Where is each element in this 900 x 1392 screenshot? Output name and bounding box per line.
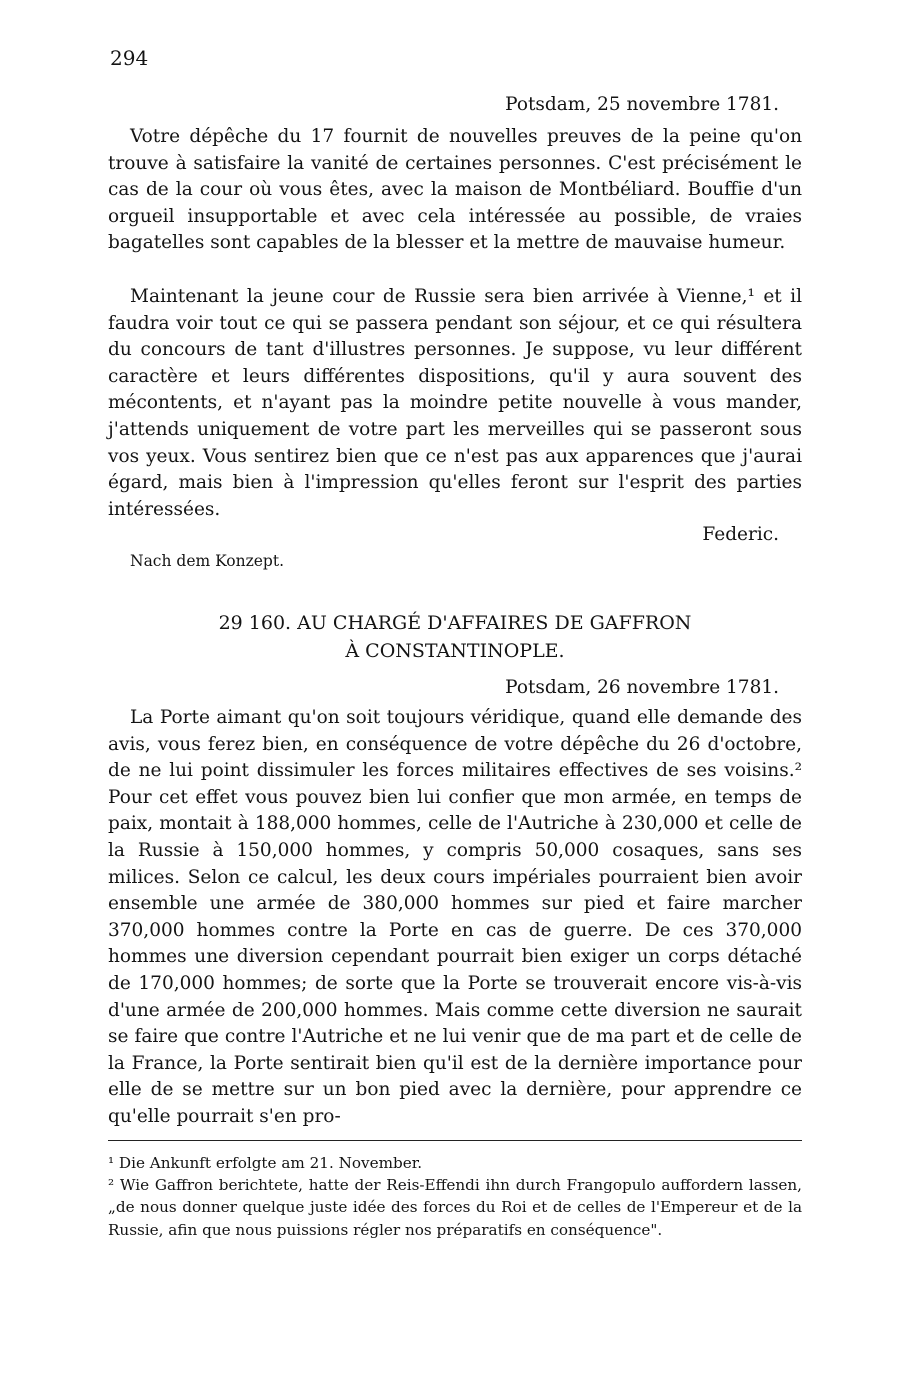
- footnote-1: ¹ Die Ankunft erfolgte am 21. November.: [108, 1154, 423, 1172]
- heading-line-1: 29 160. AU CHARGÉ D'AFFAIRES DE GAFFRON: [218, 612, 692, 634]
- signature: Federic.: [702, 524, 779, 545]
- heading-line-2: À CONSTANTINOPLE.: [345, 640, 565, 662]
- footnote-2: ² Wie Gaffron berichtete, hatte der Reis-Effendi ihn durch Frangopulo auffordern lassen, „de nous donner quelque juste idée des forces du Roi et de celles de l'Empereur et de la Russie, afin que nous puissions régler nos préparatifs en conséquence".: [108, 1176, 802, 1239]
- letter-1-paragraph-1: Votre dépêche du 17 fournit de nouvelles preuves de la peine qu'on trouve à satisfaire la vanité de certaines personnes. C'est précisément le cas de la cour où vous êtes, avec la maison de Montbéliard. Bouffie d'un orgueil insupportable et avec cela intéressée au possible, de vraies bagatelles sont capables de la blesser et la mettre de mauvaise humeur.: [108, 126, 802, 254]
- source-note: Nach dem Konzept.: [130, 552, 285, 570]
- letter-1-paragraph-2: Maintenant la jeune cour de Russie sera bien arrivée à Vienne,¹ et il faudra voir tout ce qui se passera pendant son séjour, et ce qui résultera du concours de tant d'illustres personnes. Je suppose, vu leur différent caractère et leurs différentes dispositions, qu'il y aura souvent des mécontents, et n'ayant pas la moindre petite nouvelle à vous mander, j'attends uniquement de votre part les merveilles qui se passeront sous vos yeux. Vous sentirez bien que ce n'est pas aux apparences que j'aurai égard, mais bien à l'impression qu'elles feront sur l'esprit des parties intéressées.: [108, 286, 802, 520]
- letter-2-paragraph: La Porte aimant qu'on soit toujours véridique, quand elle demande des avis, vous ferez bien, en conséquence de votre dépêche du 26 d'octobre, de ne lui point dissimuler les forces militaires effectives de ses voisins.² Pour cet effet vous pouvez bien lui confier que mon armée, en temps de paix, montait à 188,000 hommes, celle de l'Autriche à 230,000 et celle de la Russie à 150,000 hommes, y compris 50,000 cosaques, sans ses milices. Selon ce calcul, les deux cours impériales pourraient bien avoir ensemble une armée de 380,000 hommes sur pied et faire marcher 370,000 hommes contre la Porte en cas de guerre. De ces 370,000 hommes une diversion cependant pourrait bien exiger un corps détaché de 170,000 hommes; de sorte que la Porte se trouverait encore vis-à-vis d'une armée de 200,000 hommes. Mais comme cette diversion ne saurait se faire que contre l'Autriche et ne lui venir que de ma part et de celle de la France, la Porte sentirait bien qu'il est de la dernière importance pour elle de se mettre sur un bon pied avec la dernière, pour apprendre ce qu'elle pourrait s'en pro-: [108, 707, 802, 1127]
- footnote-rule: [108, 1140, 802, 1141]
- dateline-letter-1: Potsdam, 25 novembre 1781.: [505, 94, 779, 115]
- letter-2-heading: [108, 609, 802, 665]
- footnotes: [108, 1152, 802, 1241]
- dateline-letter-2: Potsdam, 26 novembre 1781.: [505, 677, 779, 698]
- page-number: 294: [110, 46, 149, 70]
